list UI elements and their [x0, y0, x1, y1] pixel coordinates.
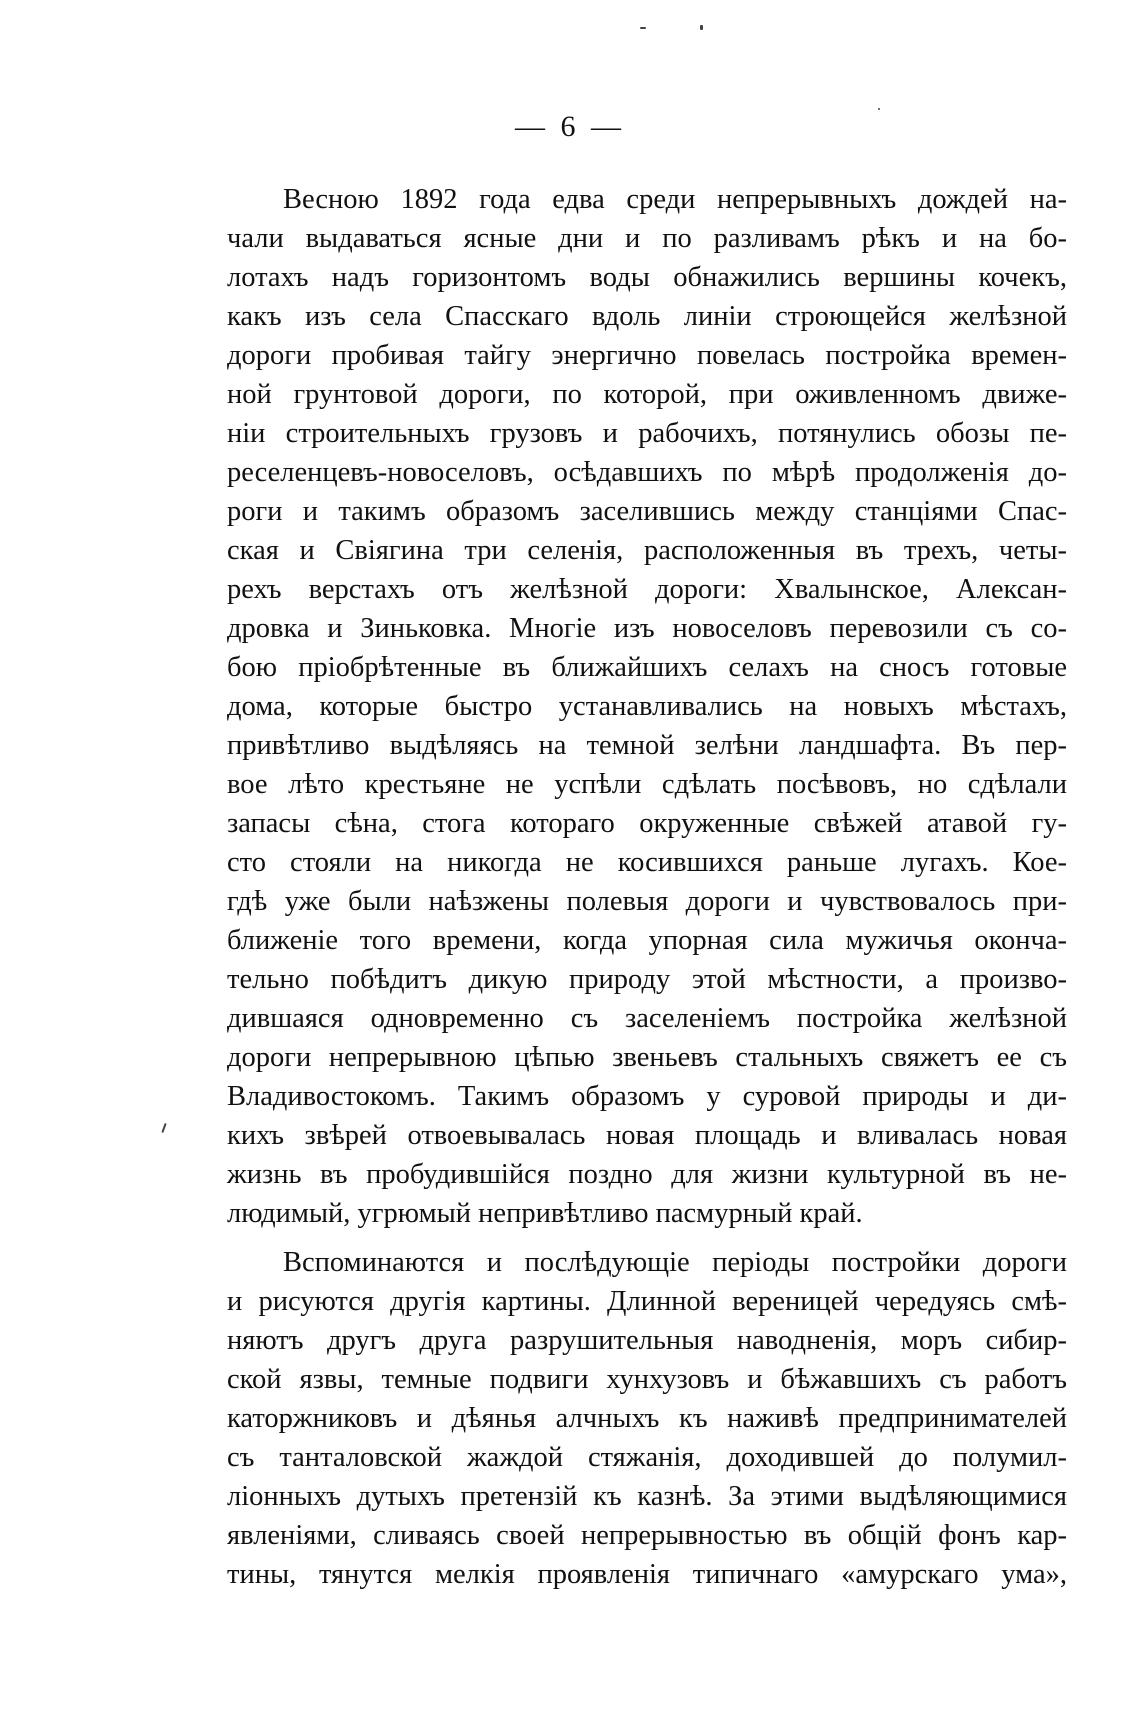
text-line: каторжниковъ и дѣянья алчныхъ къ наживѣ предпринимателей [227, 1403, 1067, 1434]
text-line: дившаяся одновременно съ заселеніемъ постройка желѣзной [227, 1003, 1067, 1034]
text-line: дома, которые быстро устанавливались на новыхъ мѣстахъ, [227, 691, 1067, 722]
text-line: жизнь въ пробудившійся поздно для жизни культурной въ не- [227, 1159, 1067, 1190]
text-line: какъ изъ села Спасскаго вдоль линіи строющейся желѣзной [227, 301, 1067, 332]
text-line: ной грунтовой дороги, по которой, при оживленномъ движе- [227, 379, 1067, 410]
text-line: дороги пробивая тайгу энергично повелась постройка времен- [227, 340, 1067, 371]
text-line: дровка и Зиньковка. Многіе изъ новоселовъ перевозили съ со- [227, 613, 1067, 644]
body-text [227, 180, 1067, 1594]
text-line: чали выдаваться ясные дни и по разливамъ рѣкъ и на бо- [227, 223, 1067, 254]
text-line: ской язвы, темные подвиги хунхузовъ и бѣжавшихъ съ работъ [227, 1364, 1067, 1395]
text-line: няютъ другъ друга разрушительныя наводненія, моръ сибир- [227, 1325, 1067, 1356]
page-number: — 6 — [515, 110, 625, 143]
paragraph-gap [227, 1233, 1067, 1243]
text-line: Владивостокомъ. Такимъ образомъ у суровой природы и ди- [227, 1081, 1067, 1112]
text-line: лотахъ надъ горизонтомъ воды обнажились вершины кочекъ, [227, 262, 1067, 293]
text-line: дороги непрерывною цѣпью звеньевъ стальныхъ свяжетъ ее съ [227, 1042, 1067, 1073]
scan-speck [700, 25, 703, 30]
text-line: людимый, угрюмый непривѣтливо пасмурный край. [227, 1198, 863, 1229]
text-line: тельно побѣдитъ дикую природу этой мѣстности, а произво- [227, 964, 1067, 995]
text-line: вое лѣто крестьяне не успѣли сдѣлать посѣвовъ, но сдѣлали [227, 769, 1067, 800]
text-line: ліонныхъ дутыхъ претензій къ казнѣ. За этими выдѣляющимися [227, 1481, 1067, 1512]
text-line: гдѣ уже были наѣзжены полевыя дороги и чувствовалось при- [227, 886, 1067, 917]
text-line: явленіями, сливаясь своей непрерывностью въ общій фонъ кар- [227, 1520, 1067, 1551]
text-line: тины, тянутся мелкія проявленія типичнаго «амурскаго ума», [227, 1559, 1067, 1590]
text-line: привѣтливо выдѣляясь на темной зелѣни ландшафта. Въ пер- [227, 730, 1067, 761]
text-line: роги и такимъ образомъ заселившись между станціями Спас- [227, 496, 1067, 527]
text-line: Весною 1892 года едва среди непрерывныхъ дождей на- [283, 184, 1067, 215]
text-line: съ танталовской жаждой стяжанія, доходившей до полумил- [227, 1442, 1067, 1473]
text-line: бою пріобрѣтенные въ ближайшихъ селахъ на сносъ готовые [227, 652, 1067, 683]
text-line: ближеніе того времени, когда упорная сила мужичья оконча- [227, 925, 1067, 956]
text-line: сто стояли на никогда не косившихся раньше лугахъ. Кое- [227, 847, 1067, 878]
scan-speck [640, 27, 646, 29]
text-line: реселенцевъ-новоселовъ, осѣдавшихъ по мѣрѣ продолженія до- [227, 457, 1067, 488]
text-line: ніи строительныхъ грузовъ и рабочихъ, потянулись обозы пе- [227, 418, 1067, 449]
text-line: Вспоминаются и послѣдующіе періоды постройки дороги [283, 1247, 1067, 1278]
text-line: кихъ звѣрей отвоевывалась новая площадь и вливалась новая [227, 1120, 1067, 1151]
text-line: запасы сѣна, стога котораго окруженные свѣжей атавой гу- [227, 808, 1067, 839]
text-line: ская и Свіягина три селенія, расположенныя въ трехъ, четы- [227, 535, 1067, 566]
text-line: и рисуются другія картины. Длинной вереницей чередуясь смѣ- [227, 1286, 1067, 1317]
paragraph-1 [227, 180, 1067, 1233]
paragraph-2 [227, 1243, 1067, 1594]
text-line: рехъ верстахъ отъ желѣзной дороги: Хвалынское, Алексан- [227, 574, 1067, 605]
scan-speck [161, 1123, 166, 1133]
